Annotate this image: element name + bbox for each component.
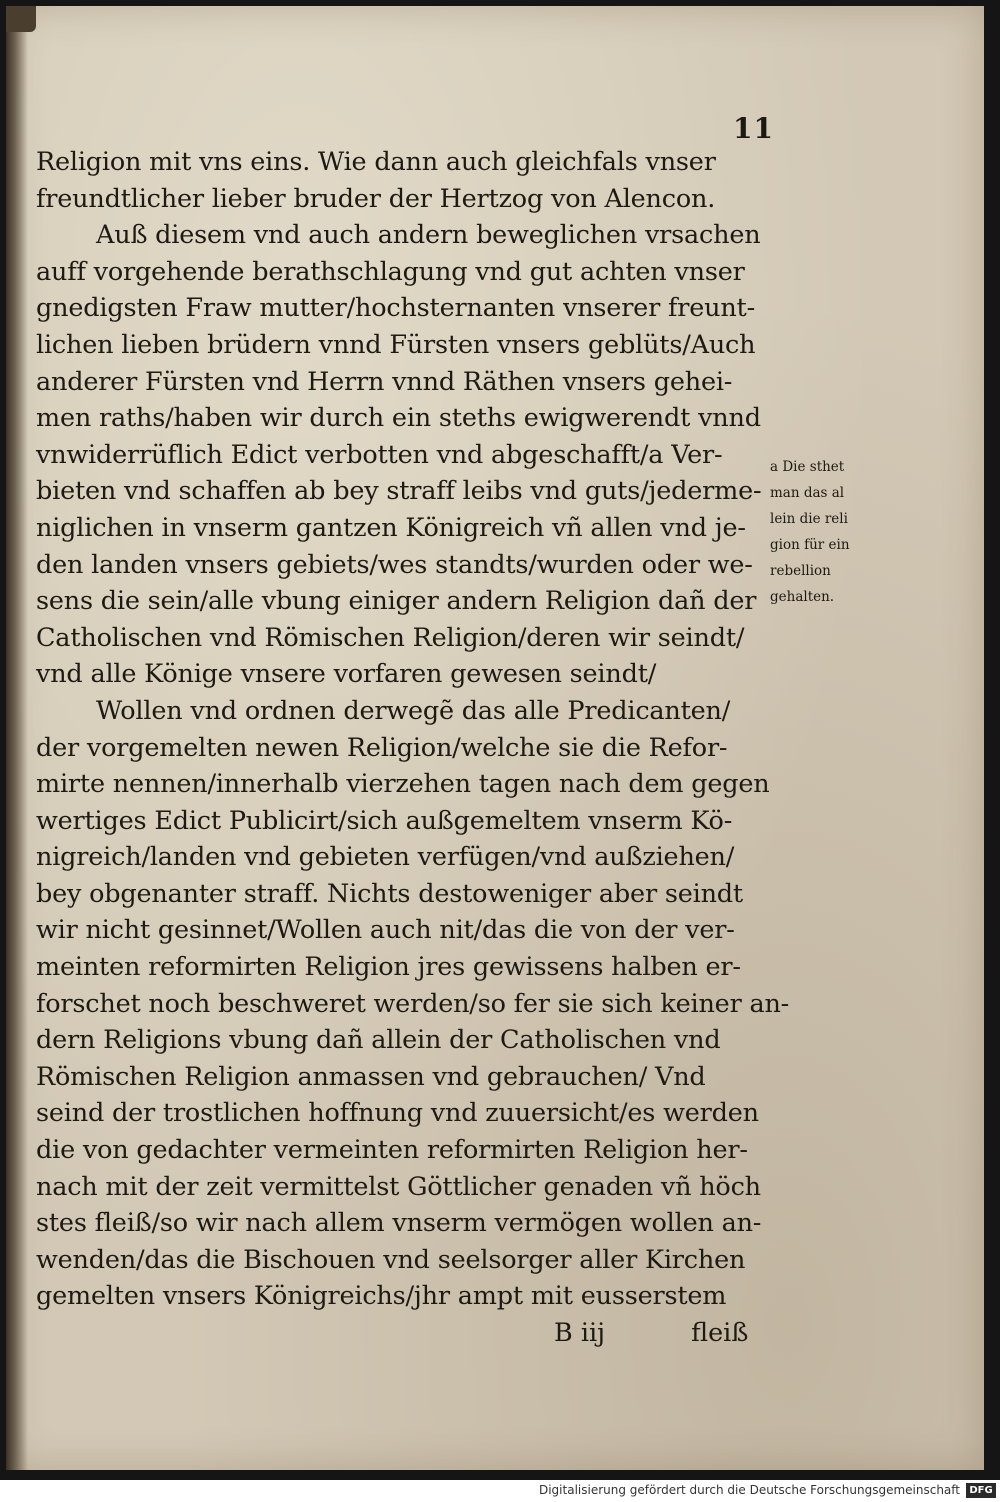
text-line: vnd alle Könige vnsere vorfaren gewesen seindt/ bbox=[36, 659, 657, 690]
marginal-line: man das al bbox=[770, 485, 845, 501]
text-line: sens die sein/alle vbung einiger andern Religion dañ der bbox=[36, 586, 757, 617]
text-line: Religion mit vns eins. Wie dann auch gleichfals vnser bbox=[36, 147, 716, 177]
text-line: niglichen in vnserm gantzen Königreich vñ allen vnd je- bbox=[36, 512, 746, 543]
text-line: vnwiderrüflich Edict verbotten vnd abgeschafft/a Ver- bbox=[36, 439, 723, 470]
text-line: stes fleiß/so wir nach allem vnserm vermögen wollen an- bbox=[36, 1208, 762, 1239]
text-line: seind der trostlichen hoffnung vnd zuuersicht/es werden bbox=[36, 1098, 759, 1129]
text-line: wir nicht gesinnet/Wollen auch nit/das die von der ver- bbox=[36, 915, 735, 946]
binding-gutter bbox=[6, 6, 28, 1470]
text-line: Römischen Religion anmassen vnd gebrauchen/ Vnd bbox=[36, 1061, 706, 1092]
text-line: wenden/das die Bischouen vnd seelsorger aller Kirchen bbox=[36, 1244, 746, 1275]
book-page bbox=[6, 6, 984, 1470]
text-line: freundtlicher lieber bruder der Hertzog von Alencon. bbox=[36, 183, 716, 214]
main-text-block bbox=[36, 144, 790, 1352]
text-line: gnedigsten Fraw mutter/hochsternanten vnserer freunt- bbox=[36, 293, 756, 324]
catchword: fleiß bbox=[691, 1318, 749, 1348]
credit-text: Digitalisierung gefördert durch die Deutsche Forschungsgemeinschaft bbox=[538, 1483, 960, 1497]
marginal-line: lein die reli bbox=[770, 511, 848, 527]
signature-mark: B iij bbox=[554, 1318, 606, 1348]
text-line: meinten reformirten Religion jres gewissens halben er- bbox=[36, 952, 741, 983]
credit-bar bbox=[0, 1480, 1000, 1502]
marginal-note bbox=[770, 454, 890, 610]
marginal-line: gion für ein bbox=[770, 537, 850, 553]
text-line: nigreich/landen vnd gebieten verfügen/vnd außziehen/ bbox=[36, 842, 735, 873]
text-line: Auß diesem vnd auch andern beweglichen vrsachen bbox=[96, 220, 761, 251]
marginal-line: rebellion bbox=[770, 563, 831, 579]
marginal-line: gehalten. bbox=[770, 589, 835, 605]
folio-number: 11 bbox=[733, 112, 774, 145]
text-line: den landen vnsers gebiets/wes standts/wurden oder we- bbox=[36, 549, 753, 580]
text-line: Catholischen vnd Römischen Religion/deren wir seindt/ bbox=[36, 622, 745, 653]
text-line: anderer Fürsten vnd Herrn vnnd Räthen vnsers gehei- bbox=[36, 366, 733, 397]
marginal-line: a Die sthet bbox=[770, 459, 845, 475]
page-footer bbox=[36, 1315, 776, 1352]
text-line: lichen lieben brüdern vnnd Fürsten vnsers geblüts/Auch bbox=[36, 329, 756, 360]
text-line: gemelten vnsers Königreichs/jhr ampt mit eusserstem bbox=[36, 1281, 727, 1312]
text-line: der vorgemelten newen Religion/welche sie die Refor- bbox=[36, 732, 728, 763]
text-line: forschet noch beschweret werden/so fer sie sich keiner an- bbox=[36, 988, 790, 1019]
text-line: bieten vnd schaffen ab bey straff leibs vnd guts/jederme- bbox=[36, 476, 762, 507]
text-line: die von gedachter vermeinten reformirten Religion her- bbox=[36, 1135, 748, 1166]
text-line: bey obgenanter straff. Nichts destoweniger aber seindt bbox=[36, 878, 743, 909]
text-line: nach mit der zeit vermittelst Göttlicher genaden vñ höch bbox=[36, 1171, 761, 1202]
text-line: dern Religions vbung dañ allein der Catholischen vnd bbox=[36, 1025, 721, 1056]
corner-stain bbox=[6, 6, 36, 32]
text-line: auff vorgehende berathschlagung vnd gut achten vnser bbox=[36, 256, 745, 287]
text-line: men raths/haben wir durch ein steths ewigwerendt vnnd bbox=[36, 403, 761, 434]
text-line: wertiges Edict Publicirt/sich außgemeltem vnserm Kö- bbox=[36, 805, 733, 836]
text-line: mirte nennen/innerhalb vierzehen tagen nach dem gegen bbox=[36, 769, 770, 800]
dfg-logo: DFG bbox=[966, 1483, 996, 1498]
text-line: Wollen vnd ordnen derwegẽ das alle Predicanten/ bbox=[96, 695, 731, 726]
